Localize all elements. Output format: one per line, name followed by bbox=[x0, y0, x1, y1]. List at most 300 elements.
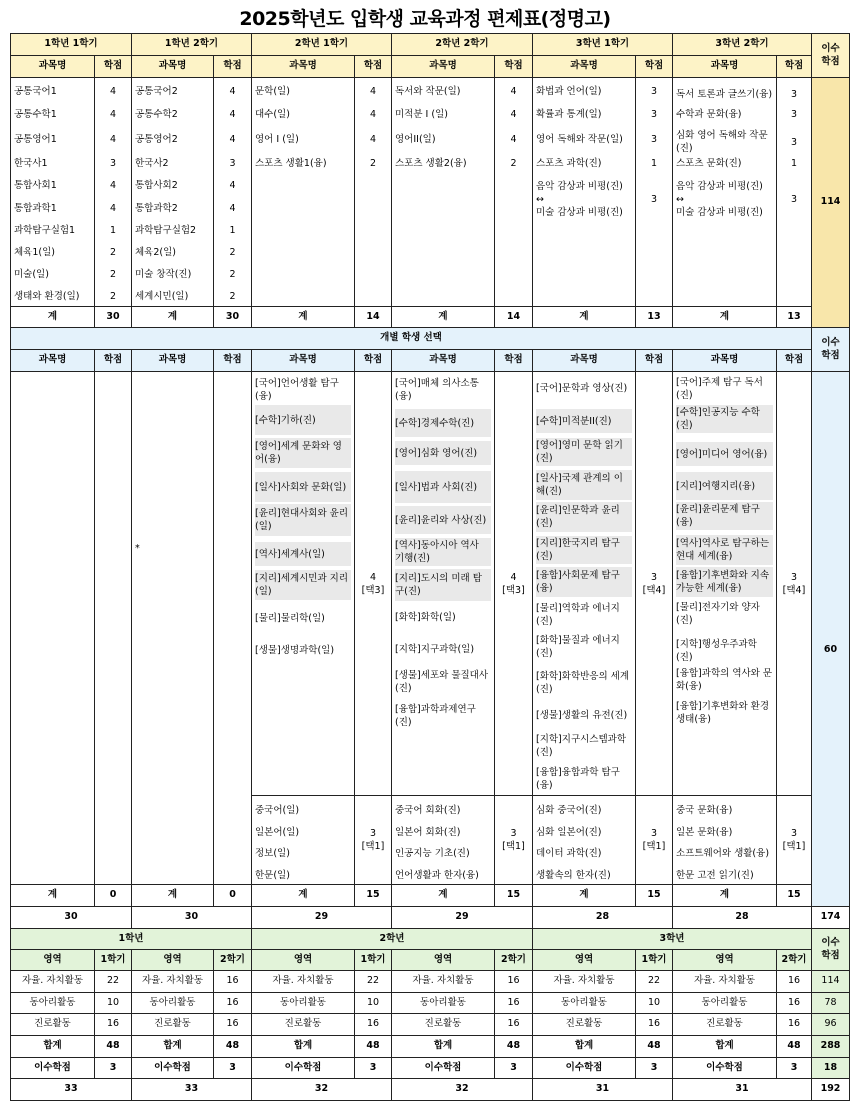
activity-credit: 16 bbox=[494, 1013, 533, 1036]
elective-subject: [일사]사회와 문화(일) bbox=[255, 472, 351, 502]
elective-subject: [물리]전자기와 양자(진) bbox=[676, 602, 760, 626]
subject-name: 확률과 통계(일) bbox=[536, 108, 602, 120]
subject-credit: 3 bbox=[650, 108, 658, 120]
subject-credit: 3 bbox=[790, 136, 798, 148]
semester-col-header: 1학기 bbox=[94, 949, 132, 971]
required-credit-column bbox=[635, 77, 673, 307]
subject-credit: 3 bbox=[790, 193, 798, 205]
semester-total: 29 bbox=[251, 906, 392, 929]
subject-credit: 4 bbox=[109, 179, 117, 191]
semester-total: 29 bbox=[391, 906, 533, 929]
total-credit: 15 bbox=[354, 884, 392, 907]
subject-credit: 4 bbox=[109, 85, 117, 97]
elective-credit: 3 [택4] bbox=[642, 571, 666, 596]
subject-credit: 4 bbox=[229, 179, 236, 191]
subject-credit: 4 bbox=[510, 133, 517, 145]
subject-name: 독서와 작문(일) bbox=[395, 85, 461, 97]
language-credit-column bbox=[494, 795, 533, 885]
subject-name: 공통수학1 bbox=[14, 108, 57, 120]
language-subject: 정보(일) bbox=[255, 847, 290, 859]
elective-subject: [지학]지구시스템과학(진) bbox=[536, 734, 627, 758]
page-title: 2025학년도 입학생 교육과정 편제표(정명고) bbox=[239, 8, 611, 30]
total-label: 계 bbox=[672, 306, 777, 328]
activity-area: 자율. 자치활동 bbox=[391, 970, 495, 993]
elective-subject: [지리]한국지리 탐구(진) bbox=[536, 536, 632, 564]
subject-name: 통합과학2 bbox=[135, 202, 178, 214]
subject-name: 과학탐구실험1 bbox=[14, 224, 76, 236]
activity-credit: 22 bbox=[635, 970, 673, 993]
area-col-header: 영역 bbox=[672, 949, 777, 971]
elective-subject: [윤리]현대사회와 윤리(일) bbox=[255, 504, 351, 536]
overall-grand-total: 192 bbox=[811, 1078, 850, 1101]
activity-area: 동아리활동 bbox=[10, 992, 95, 1014]
subject-credit: 3 bbox=[790, 88, 798, 100]
sum-value: 48 bbox=[94, 1035, 132, 1058]
elective-subject: [영어]세계 문화와 영어(융) bbox=[255, 438, 351, 468]
total-label: 계 bbox=[672, 884, 777, 907]
language-credit: 3 [택1] bbox=[502, 828, 525, 852]
credit-col-header: 학점 bbox=[635, 55, 673, 78]
activity-credit: 16 bbox=[494, 992, 533, 1014]
elective-subject: [화학]화학반응의 세계(진) bbox=[536, 671, 630, 695]
elective-subject: [국어]주제 탐구 독서(진) bbox=[676, 377, 763, 401]
subject-col-header: 과목명 bbox=[251, 55, 355, 78]
subject-credit: 1 bbox=[229, 224, 236, 236]
semester-col-header: 2학기 bbox=[494, 949, 533, 971]
required-subject-column bbox=[10, 77, 95, 307]
elective-subject: [수학]경제수학(진) bbox=[395, 409, 491, 437]
elective-subject: [융합]기후변화와 지속 가능한 세계(융) bbox=[676, 567, 773, 597]
activity-area: 동아리활동 bbox=[672, 992, 777, 1014]
language-credit: 3 [택1] bbox=[642, 828, 666, 852]
earned-credit-value: 3 bbox=[635, 1057, 673, 1079]
total-credit: 15 bbox=[635, 884, 673, 907]
activity-area: 진로활동 bbox=[672, 1013, 777, 1036]
elective-subject: [물리]역학과 에너지(진) bbox=[536, 603, 620, 627]
elective-subject-column bbox=[672, 371, 777, 796]
subject-credit: 4 bbox=[510, 108, 517, 120]
elective-subject: [윤리]윤리문제 탐구(융) bbox=[676, 502, 773, 530]
subject-credit: 3 bbox=[229, 157, 236, 169]
subject-name: 스포츠 생활1(융) bbox=[255, 157, 327, 169]
credit-col-header: 학점 bbox=[635, 349, 673, 372]
note-mark: * bbox=[135, 543, 140, 554]
required-subject-column bbox=[672, 77, 777, 307]
total-credit: 14 bbox=[354, 306, 392, 328]
grand-total: 174 bbox=[811, 906, 850, 929]
semester-col-header: 1학기 bbox=[354, 949, 392, 971]
subject-name: 공통영어1 bbox=[14, 133, 57, 145]
elective-subject: [영어]심화 영어(진) bbox=[395, 441, 491, 465]
total-label: 계 bbox=[131, 884, 214, 907]
subject-credit: 1 bbox=[790, 157, 798, 169]
earned-credit-label: 이수학점 bbox=[251, 1057, 355, 1079]
subject-name: 통합사회1 bbox=[14, 179, 57, 191]
elective-subject: [일사]국제 관계의 이해(진) bbox=[536, 470, 632, 500]
semester-total: 28 bbox=[532, 906, 673, 929]
language-credit: 3 [택1] bbox=[782, 828, 806, 852]
activity-area: 진로활동 bbox=[391, 1013, 495, 1036]
elective-subject-column bbox=[532, 371, 636, 796]
activity-credit: 16 bbox=[776, 992, 812, 1014]
activity-area: 진로활동 bbox=[10, 1013, 95, 1036]
language-subject-column bbox=[391, 795, 495, 885]
subject-col-header: 과목명 bbox=[672, 55, 777, 78]
subject-col-header: 과목명 bbox=[10, 349, 95, 372]
language-credit-column bbox=[354, 795, 392, 885]
elective-subject: [융합]과학의 역사와 문화(융) bbox=[676, 668, 773, 692]
activity-credit: 10 bbox=[94, 992, 132, 1014]
subject-credit: 4 bbox=[109, 133, 117, 145]
activity-credit: 22 bbox=[94, 970, 132, 993]
activity-area: 자율. 자치활동 bbox=[532, 970, 636, 993]
subject-name: 영어II(일) bbox=[395, 133, 436, 145]
elective-subject: [일사]법과 사회(진) bbox=[395, 471, 491, 503]
activity-credit: 16 bbox=[776, 1013, 812, 1036]
semester-grand-total: 32 bbox=[391, 1078, 533, 1101]
subject-name: 통합과학1 bbox=[14, 202, 57, 214]
language-subject: 인공지능 기초(진) bbox=[395, 847, 470, 859]
language-subject: 생활속의 한자(진) bbox=[536, 869, 611, 881]
total-credit: 13 bbox=[776, 306, 812, 328]
language-credit: 3 [택1] bbox=[361, 828, 385, 852]
earned-credit-label: 이수학점 bbox=[131, 1057, 214, 1079]
elective-credit-column bbox=[635, 371, 673, 796]
sum-value: 48 bbox=[213, 1035, 252, 1058]
language-subject: 일본 문화(융) bbox=[676, 826, 733, 838]
credit-col-header: 학점 bbox=[776, 55, 812, 78]
total-credit: 0 bbox=[213, 884, 252, 907]
grade-header: 2학년 bbox=[251, 928, 533, 950]
credit-col-header: 학점 bbox=[494, 349, 533, 372]
activity-area: 동아리활동 bbox=[251, 992, 355, 1014]
area-col-header: 영역 bbox=[391, 949, 495, 971]
elective-subject-column bbox=[251, 371, 355, 796]
subject-name: 과학탐구실험2 bbox=[135, 224, 197, 236]
semester-total: 30 bbox=[131, 906, 252, 929]
semester-grand-total: 33 bbox=[10, 1078, 132, 1101]
elective-subject: [영어]미디어 영어(융) bbox=[676, 442, 773, 466]
total-credit: 15 bbox=[494, 884, 533, 907]
subject-col-header: 과목명 bbox=[131, 349, 214, 372]
language-subject-column bbox=[251, 795, 355, 885]
activity-credit: 16 bbox=[635, 1013, 673, 1036]
total-credit: 13 bbox=[635, 306, 673, 328]
total-label: 계 bbox=[251, 306, 355, 328]
elective-subject-column bbox=[391, 371, 495, 796]
semester-header: 3학년 2학기 bbox=[672, 33, 812, 56]
semester-grand-total: 33 bbox=[131, 1078, 252, 1101]
subject-name: 스포츠 문화(진) bbox=[676, 157, 742, 169]
subject-credit: 4 bbox=[229, 85, 236, 97]
required-earned-credits: 114 bbox=[811, 77, 850, 328]
sum-value: 48 bbox=[776, 1035, 812, 1058]
elective-subject: [생물]생명과학(일) bbox=[255, 644, 335, 656]
subject-col-header: 과목명 bbox=[251, 349, 355, 372]
semester-total: 30 bbox=[10, 906, 132, 929]
language-subject: 일본어(일) bbox=[255, 826, 300, 838]
required-subject-column bbox=[391, 77, 495, 307]
subject-credit: 4 bbox=[229, 108, 236, 120]
subject-col-header: 과목명 bbox=[391, 349, 495, 372]
required-credit-column bbox=[213, 77, 252, 307]
subject-name: 한국사2 bbox=[135, 157, 169, 169]
semester-header: 1학년 2학기 bbox=[131, 33, 252, 56]
semester-col-header: 1학기 bbox=[635, 949, 673, 971]
elective-subject: [영어]영미 문학 읽기(진) bbox=[536, 438, 632, 466]
total-label: 계 bbox=[131, 306, 214, 328]
subject-col-header: 과목명 bbox=[131, 55, 214, 78]
elective-subject: [융합]기후변화와 환경생태(융) bbox=[676, 701, 770, 725]
activity-credit: 10 bbox=[354, 992, 392, 1014]
subject-col-header: 과목명 bbox=[532, 349, 636, 372]
subject-credit: 1 bbox=[650, 157, 658, 169]
language-subject: 한문 고전 읽기(진) bbox=[676, 869, 754, 881]
total-label: 계 bbox=[391, 884, 495, 907]
elective-subject: [지리]여행지리(융) bbox=[676, 472, 773, 500]
elective-subject: [화학]물질과 에너지(진) bbox=[536, 635, 620, 659]
language-credit-column bbox=[635, 795, 673, 885]
activity-credit: 16 bbox=[776, 970, 812, 993]
subject-credit: 2 bbox=[510, 157, 517, 169]
area-col-header: 영역 bbox=[131, 949, 214, 971]
elective-credit: 4 [택3] bbox=[361, 571, 385, 596]
grade-header: 3학년 bbox=[532, 928, 812, 950]
total-credit: 30 bbox=[94, 306, 132, 328]
subject-name: 체육2(일) bbox=[135, 246, 176, 258]
elective-subject: [지리]세계시민과 지리(일) bbox=[255, 570, 351, 600]
earned-credit-value: 3 bbox=[354, 1057, 392, 1079]
activity-area: 자율. 자치활동 bbox=[672, 970, 777, 993]
required-subject-column bbox=[131, 77, 214, 307]
language-subject: 심화 일본어(진) bbox=[536, 826, 602, 838]
language-subject: 한문(일) bbox=[255, 869, 290, 881]
subject-credit: 4 bbox=[109, 202, 117, 214]
semester-header: 2학년 2학기 bbox=[391, 33, 533, 56]
subject-name: 한국사1 bbox=[14, 157, 48, 169]
subject-credit: 2 bbox=[109, 246, 117, 258]
credit-col-header: 학점 bbox=[213, 55, 252, 78]
area-col-header: 영역 bbox=[251, 949, 355, 971]
elective-credit-column bbox=[494, 371, 533, 796]
semester-total: 28 bbox=[672, 906, 812, 929]
subject-credit: 3 bbox=[650, 85, 658, 97]
semester-grand-total: 31 bbox=[672, 1078, 812, 1101]
activity-credit: 16 bbox=[94, 1013, 132, 1036]
required-subject-column bbox=[532, 77, 636, 307]
sum-value: 48 bbox=[354, 1035, 392, 1058]
language-credit-column bbox=[776, 795, 812, 885]
elective-credit: 4 [택3] bbox=[502, 571, 525, 596]
subject-credit: 4 bbox=[369, 133, 377, 145]
elective-subject: [역사]동아시아 역사 기행(진) bbox=[395, 538, 491, 566]
elective-subject: [역사]역사로 탐구하는 현대 세계(융) bbox=[676, 535, 773, 565]
required-credit-column bbox=[494, 77, 533, 307]
elective-subject-column bbox=[131, 371, 214, 885]
activity-earned: 78 bbox=[811, 992, 850, 1014]
activity-credit: 16 bbox=[213, 992, 252, 1014]
subject-credit: 4 bbox=[369, 85, 377, 97]
earned-credit-label: 이수학점 bbox=[672, 1057, 777, 1079]
language-subject: 데이터 과학(진) bbox=[536, 847, 602, 859]
language-subject: 중국 문화(융) bbox=[676, 804, 733, 816]
language-subject: 언어생활과 한자(융) bbox=[395, 869, 479, 881]
elective-subject: [윤리]인문학과 윤리(진) bbox=[536, 502, 632, 532]
subject-credit: 3 bbox=[790, 108, 798, 120]
elective-subject: [국어]언어생활 탐구(융) bbox=[255, 378, 339, 402]
subject-credit: 2 bbox=[229, 290, 236, 302]
activity-area: 자율. 자치활동 bbox=[251, 970, 355, 993]
earned-credit-label: 이수학점 bbox=[532, 1057, 636, 1079]
elective-subject: [국어]매체 의사소통(융) bbox=[395, 378, 479, 402]
semester-header: 1학년 1학기 bbox=[10, 33, 132, 56]
elective-subject: [화학]화학(일) bbox=[395, 611, 456, 623]
subject-credit: 4 bbox=[510, 85, 517, 97]
subject-name: 체육1(일) bbox=[14, 246, 55, 258]
elective-subject: [수학]인공지능 수학(진) bbox=[676, 405, 773, 433]
area-col-header: 영역 bbox=[532, 949, 636, 971]
sum-label: 합계 bbox=[672, 1035, 777, 1058]
required-credit-column bbox=[354, 77, 392, 307]
subject-credit: 1 bbox=[109, 224, 117, 236]
language-subject: 중국어 회화(진) bbox=[395, 804, 461, 816]
elective-subject: [역사]세계사(일) bbox=[255, 542, 351, 566]
subject-name: 통합사회2 bbox=[135, 179, 178, 191]
activity-credit: 16 bbox=[354, 1013, 392, 1036]
grade-header: 1학년 bbox=[10, 928, 252, 950]
earned-credit-value: 3 bbox=[776, 1057, 812, 1079]
elective-subject: [지학]행성우주과학(진) bbox=[676, 639, 757, 663]
sum-value: 48 bbox=[635, 1035, 673, 1058]
subject-name: 영어 I (일) bbox=[255, 133, 299, 145]
sum-label: 합계 bbox=[131, 1035, 214, 1058]
subject-credit: 4 bbox=[229, 133, 236, 145]
total-credit: 0 bbox=[94, 884, 132, 907]
total-label: 계 bbox=[532, 884, 636, 907]
semester-grand-total: 31 bbox=[532, 1078, 673, 1101]
sum-label: 합계 bbox=[391, 1035, 495, 1058]
required-credit-column bbox=[94, 77, 132, 307]
subject-name: 대수(일) bbox=[255, 108, 290, 120]
elective-subject: [융합]사회문제 탐구(융) bbox=[536, 567, 632, 597]
language-subject: 심화 중국어(진) bbox=[536, 804, 602, 816]
total-label: 계 bbox=[532, 306, 636, 328]
elective-subject-column bbox=[10, 371, 95, 885]
elective-subject: [지리]도시의 미래 탐구(진) bbox=[395, 569, 491, 601]
earned-credit-value: 3 bbox=[494, 1057, 533, 1079]
earned-credit-label: 이수학점 bbox=[391, 1057, 495, 1079]
activity-area: 자율. 자치활동 bbox=[10, 970, 95, 993]
sum-label: 합계 bbox=[251, 1035, 355, 1058]
language-subject: 중국어(일) bbox=[255, 804, 300, 816]
elective-title: 개별 학생 선택 bbox=[10, 327, 812, 350]
earned-header: 이수 학점 bbox=[811, 33, 850, 78]
earned-credit-value: 3 bbox=[94, 1057, 132, 1079]
elective-subject: [물리]물리학(일) bbox=[255, 612, 325, 624]
subject-credit: 2 bbox=[109, 290, 117, 302]
earned-header: 이수 학점 bbox=[811, 928, 850, 971]
subject-name: 생태와 환경(일) bbox=[14, 290, 80, 302]
subject-col-header: 과목명 bbox=[391, 55, 495, 78]
subject-col-header: 과목명 bbox=[10, 55, 95, 78]
elective-subject: [생물]세포와 물질대사(진) bbox=[395, 670, 489, 694]
elective-credit-column bbox=[354, 371, 392, 796]
subject-name: 음악 감상과 비평(진) ↔ 미술 감상과 비평(진) bbox=[536, 180, 623, 218]
required-subject-column bbox=[251, 77, 355, 307]
activity-area: 진로활동 bbox=[532, 1013, 636, 1036]
activity-credit: 22 bbox=[354, 970, 392, 993]
elective-subject: [융합]융합과학 탐구(융) bbox=[536, 767, 620, 791]
elective-credit: 3 [택4] bbox=[782, 571, 806, 596]
sum-value: 48 bbox=[494, 1035, 533, 1058]
total-label: 계 bbox=[10, 306, 95, 328]
subject-credit: 3 bbox=[650, 193, 658, 205]
earned-credit-value: 3 bbox=[213, 1057, 252, 1079]
credit-col-header: 학점 bbox=[94, 55, 132, 78]
activity-earned: 114 bbox=[811, 970, 850, 993]
subject-credit: 4 bbox=[109, 108, 117, 120]
elective-credit-column bbox=[776, 371, 812, 796]
subject-credit: 3 bbox=[109, 157, 117, 169]
language-subject-column bbox=[532, 795, 636, 885]
elective-subject: [지학]지구과학(일) bbox=[395, 643, 475, 655]
subject-credit: 2 bbox=[229, 246, 236, 258]
subject-name: 공통영어2 bbox=[135, 133, 178, 145]
subject-name: 수학과 문화(융) bbox=[676, 108, 742, 120]
subject-name: 스포츠 과학(진) bbox=[536, 157, 602, 169]
credit-col-header: 학점 bbox=[354, 55, 392, 78]
subject-name: 독서 토론과 글쓰기(융) bbox=[676, 88, 773, 100]
semester-col-header: 2학기 bbox=[776, 949, 812, 971]
activity-area: 진로활동 bbox=[251, 1013, 355, 1036]
subject-credit: 2 bbox=[229, 268, 236, 280]
credit-col-header: 학점 bbox=[213, 349, 252, 372]
subject-credit: 4 bbox=[229, 202, 236, 214]
subject-col-header: 과목명 bbox=[672, 349, 777, 372]
elective-subject: [국어]문학과 영상(진) bbox=[536, 382, 628, 394]
total-credit: 30 bbox=[213, 306, 252, 328]
semester-grand-total: 32 bbox=[251, 1078, 392, 1101]
area-col-header: 영역 bbox=[10, 949, 95, 971]
activity-area: 동아리활동 bbox=[391, 992, 495, 1014]
semester-col-header: 2학기 bbox=[213, 949, 252, 971]
elective-credit-column bbox=[94, 371, 132, 885]
activity-area: 자율. 자치활동 bbox=[131, 970, 214, 993]
credit-col-header: 학점 bbox=[354, 349, 392, 372]
language-subject: 일본어 회화(진) bbox=[395, 826, 461, 838]
subject-name: 스포츠 생활2(융) bbox=[395, 157, 467, 169]
activity-earned: 96 bbox=[811, 1013, 850, 1036]
subject-name: 영어 독해와 작문(일) bbox=[536, 133, 623, 145]
subject-name: 공통수학2 bbox=[135, 108, 178, 120]
subject-name: 공통국어1 bbox=[14, 85, 57, 97]
subject-credit: 2 bbox=[109, 268, 117, 280]
activity-area: 동아리활동 bbox=[131, 992, 214, 1014]
subject-name: 미술 창작(진) bbox=[135, 268, 192, 280]
subject-credit: 2 bbox=[369, 157, 377, 169]
subject-name: 음악 감상과 비평(진) ↔ 미술 감상과 비평(진) bbox=[676, 180, 763, 218]
earned-credit-label: 이수학점 bbox=[10, 1057, 95, 1079]
semester-header: 3학년 1학기 bbox=[532, 33, 673, 56]
elective-subject: [수학]기하(진) bbox=[255, 405, 351, 435]
subject-name: 문학(일) bbox=[255, 85, 290, 97]
activity-area: 동아리활동 bbox=[532, 992, 636, 1014]
sum-earned: 288 bbox=[811, 1035, 850, 1058]
required-credit-column bbox=[776, 77, 812, 307]
total-label: 계 bbox=[391, 306, 495, 328]
credit-col-header: 학점 bbox=[776, 349, 812, 372]
activity-credit: 16 bbox=[213, 970, 252, 993]
